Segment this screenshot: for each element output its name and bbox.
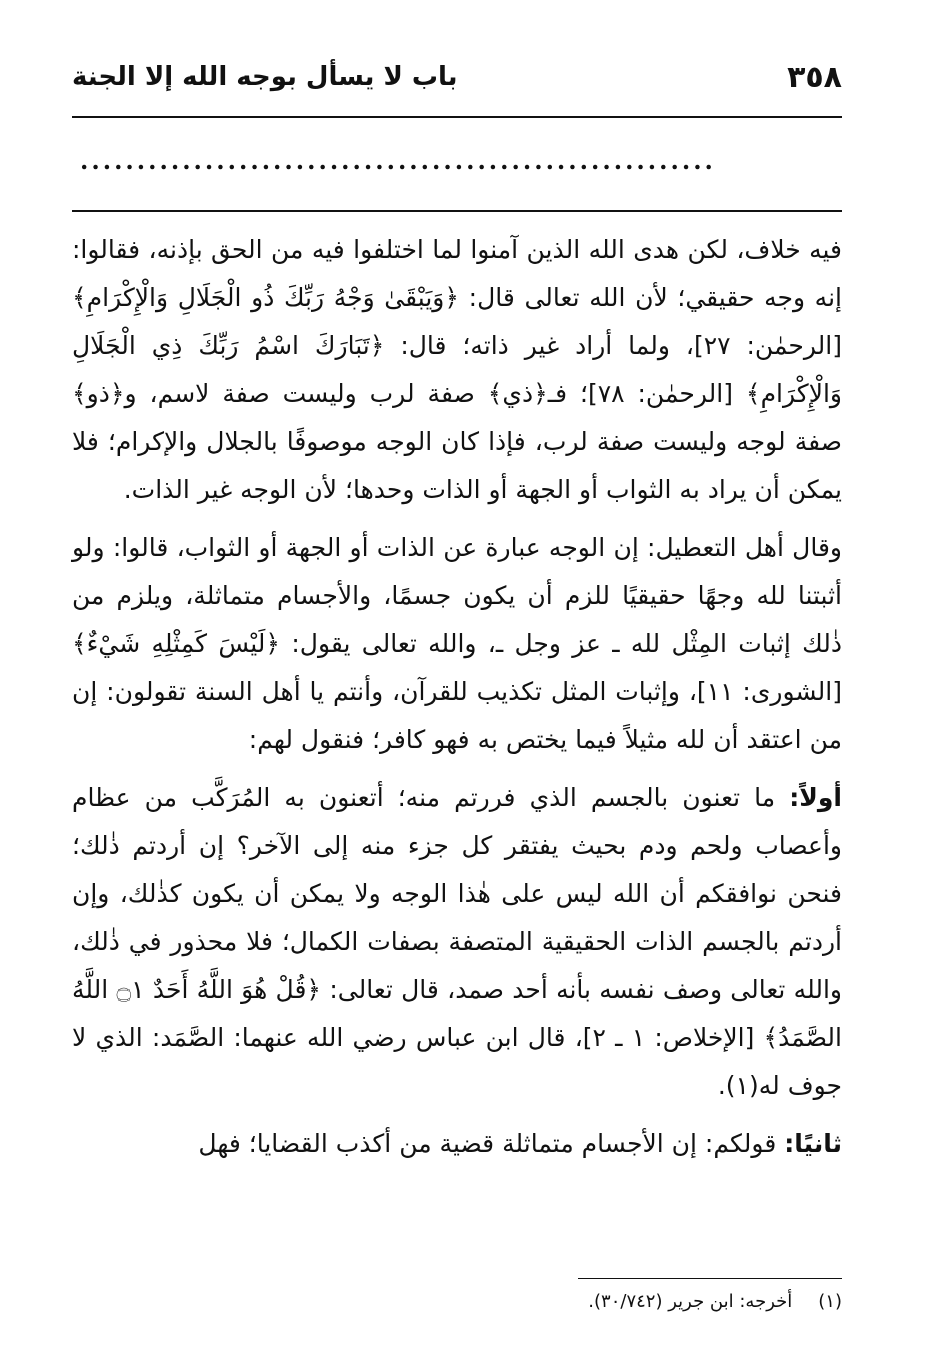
paragraph-1: فيه خلاف، لكن هدى الله الذين آمنوا لما اختلفوا فيه من الحق بإذنه، فقالوا: إنه وجه حقيقي؛ لأن الله تعالى قال: ﴿وَيَبْقَىٰ وَجْهُ رَبِّكَ ذُو الْجَلَالِ وَالْإِكْرَامِ﴾ [الرحمٰن: ٢٧]، ولما أراد غير ذاته؛ قال: ﴿تَبَارَكَ اسْمُ رَبِّكَ ذِي الْجَلَالِ وَالْإِكْرَامِ﴾ [الرحمٰن: ٧٨]؛ فـ﴿ذي﴾ صفة لرب وليست صفة لاسم، و﴿ذو﴾ صفة لوجه وليست صفة لرب، فإذا كان الوجه موصوفًا بالجلال والإكرام؛ فلا يمكن أن يراد به الثواب أو الجهة أو الذات وحدها؛ لأن الوجه غير الذات. [72, 235, 842, 504]
page-number: ٣٥٨ [787, 60, 842, 95]
paragraph-4-text: قولكم: إن الأجسام متماثلة قضية من أكذب القضايا؛ فهل [198, 1129, 785, 1158]
header-rule [72, 116, 842, 118]
footnote-rule [578, 1278, 842, 1279]
chapter-title: باب لا يسأل بوجه الله إلا الجنة [72, 62, 458, 92]
body-text [72, 226, 842, 1178]
paragraph-4-lead: ثانيًا: [784, 1129, 842, 1158]
paragraph-4 [72, 1120, 842, 1168]
paragraph-3 [72, 774, 842, 1110]
footnote-text: أخرجه: ابن جرير (٣٠/٧٤٢). [588, 1291, 793, 1312]
paragraph-2: وقال أهل التعطيل: إن الوجه عبارة عن الذات أو الجهة أو الثواب، قالوا: ولو أثبتنا لله وجهًا حقيقيًا للزم أن يكون جسمًا، والأجسام متماثلة، ويلزم من ذٰلك إثبات المِثْل لله ـ عز وجل ـ، والله تعالى يقول: ﴿لَيْسَ كَمِثْلِهِ شَيْءٌ﴾ [الشورى: ١١]، وإثبات المثل تكذيب للقرآن، وأنتم يا أهل السنة تقولون: إن من اعتقد أن لله مثيلاً فيما يختص به فهو كافر؛ فنقول لهم: [72, 533, 842, 754]
paragraph-3-text: ما تعنون بالجسم الذي فررتم منه؛ أتعنون به المُرَكَّب من عظام وأعصاب ولحم ودم بحيث يفتقر كل جزء منه إلى الآخر؟ إن أردتم ذٰلك؛ فنحن نوافقكم أن الله ليس على هٰذا الوجه ولا يمكن أن يكون كذٰلك، وإن أردتم بالجسم الذات الحقيقية المتصفة بصفات الكمال؛ فلا محذور في ذٰلك، والله تعالى وصف نفسه بأنه أحد صمد، قال تعالى: ﴿قُلْ هُوَ اللَّهُ أَحَدٌ ۝١ اللَّهُ الصَّمَدُ﴾ [الإخلاص: ١ ـ ٢]، قال ابن عباس رضي الله عنهما: الصَّمَد: الذي لا جوف له(١). [72, 783, 842, 1100]
elision-dots: ........................................................ [80, 146, 716, 175]
footnote [202, 1288, 842, 1316]
page-header [72, 50, 842, 112]
paragraph-3-lead: أولاً: [789, 783, 842, 812]
footnote-marker: (١) [818, 1291, 842, 1312]
section-rule [72, 210, 842, 212]
